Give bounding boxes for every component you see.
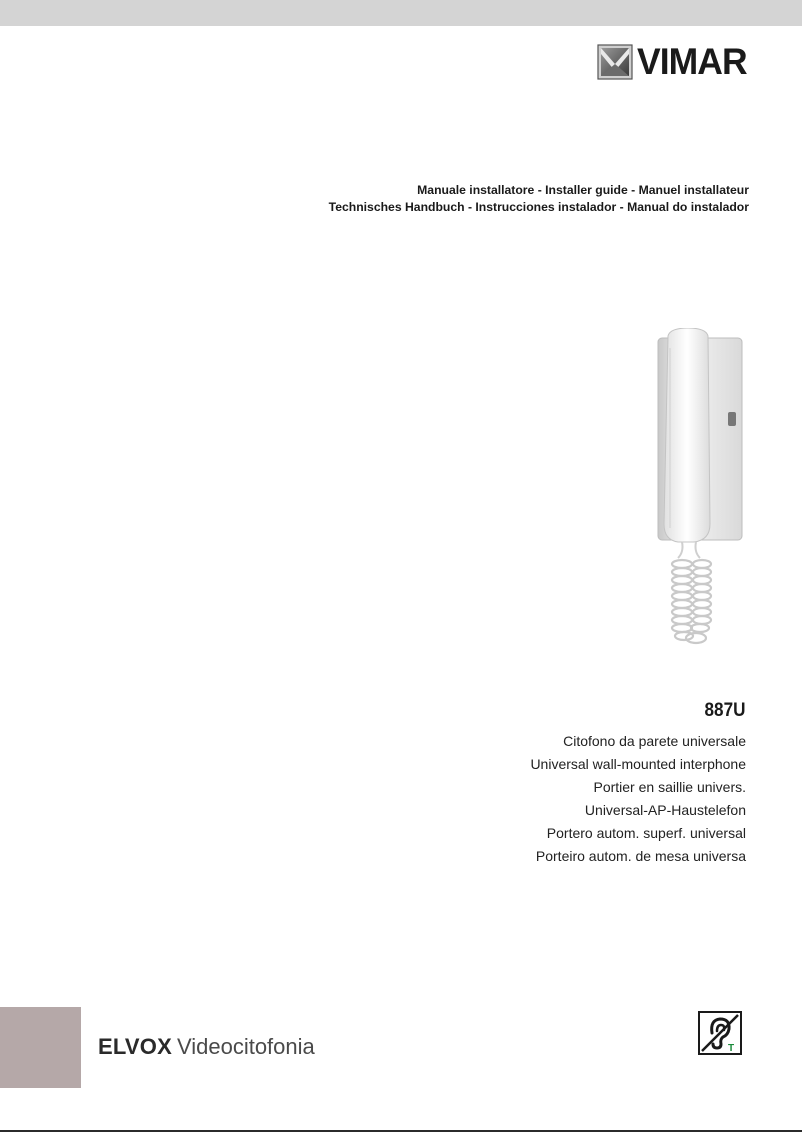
hearing-letter-t: T [728, 1043, 735, 1054]
description-it: Citofono da parete universale [563, 733, 746, 749]
elvox-brand-subtitle: Videocitofonia [176, 1034, 315, 1059]
guide-title-line-2: Technisches Handbuch - Instrucciones instalador - Manual do instalador [328, 200, 749, 214]
description-en: Universal wall-mounted interphone [530, 756, 746, 772]
top-band [0, 0, 802, 26]
description-es: Portero autom. superf. universal [546, 825, 746, 841]
hearing-aid-compatible-icon [698, 1011, 742, 1055]
product-description-list [530, 730, 746, 868]
vimar-logo-icon [597, 44, 633, 80]
guide-title-line-1: Manuale installatore - Installer guide - Manuel installateur [417, 183, 749, 197]
description-fr: Portier en saillie univers. [593, 779, 746, 795]
vimar-logo [597, 41, 749, 82]
elvox-brand [98, 1033, 315, 1061]
bottom-rule [0, 1130, 802, 1132]
vimar-logo-text: VIMAR [637, 41, 747, 82]
interphone-handset-image [648, 328, 744, 650]
description-de: Universal-AP-Haustelefon [584, 802, 746, 818]
model-number: 887U [704, 700, 745, 721]
elvox-brand-name: ELVOX [98, 1034, 172, 1059]
corner-color-block [0, 1007, 81, 1088]
description-pt: Porteiro autom. de mesa universa [535, 848, 746, 864]
